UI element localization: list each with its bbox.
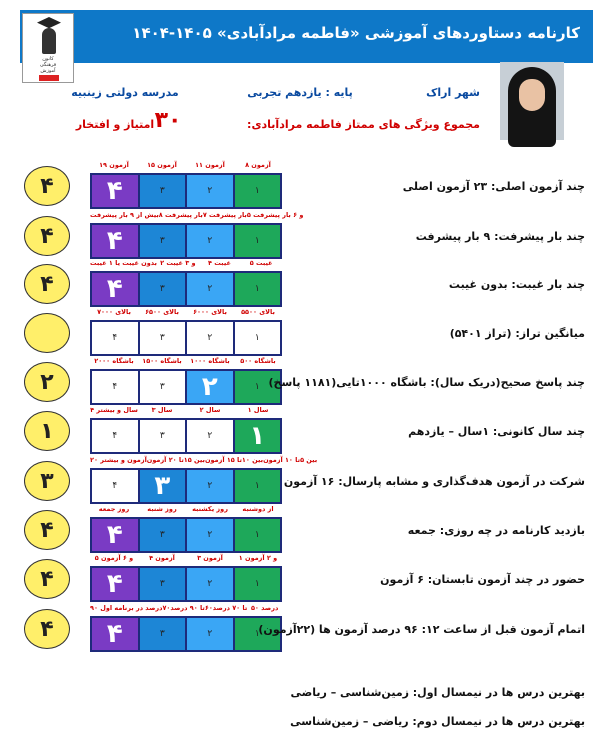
logo xyxy=(22,13,74,83)
grade-label: پایه : یازدهم تجربی xyxy=(247,86,353,99)
criteria-question: شرکت در آزمون هدف‌گذاری و مشابه پارسال: ۱۶ آزمون xyxy=(283,475,585,488)
cell-caption: ۷ بار پیشرفت xyxy=(202,211,247,219)
row-score-circle xyxy=(24,313,70,353)
level-cell: ۲ xyxy=(187,175,233,207)
level-cell: ۱ xyxy=(235,568,281,600)
cell-caption: ۲۰ آزمون و بیشتر xyxy=(90,456,147,464)
cell-caption: ۵ و ۶ آزمون xyxy=(94,554,134,562)
row-captions xyxy=(90,357,282,365)
criteria-row xyxy=(0,405,612,455)
cell-caption: بالای ۷۰۰۰ xyxy=(97,308,131,316)
city-label: شهر اراک xyxy=(426,86,480,99)
cell-caption: ۲ سال xyxy=(199,406,221,414)
cell-caption: ۱۹ آزمون xyxy=(99,161,129,169)
row-score-circle: ۴ xyxy=(24,609,70,649)
school-label: مدرسه دولتی زینبیه xyxy=(71,86,179,99)
row-captions xyxy=(90,406,282,414)
cell-caption: روز شنبه xyxy=(147,505,177,513)
cell-caption: روز یکشنبه xyxy=(192,505,228,513)
cell-caption: ۴ آزمون xyxy=(149,554,175,562)
criteria-row xyxy=(0,210,612,260)
row-score-circle: ۴ xyxy=(24,559,70,599)
level-cell: ۲ xyxy=(187,618,233,650)
row-captions xyxy=(90,259,282,267)
level-cell: ۲ xyxy=(187,273,233,305)
cell-caption: بالای ۵۵۰۰ xyxy=(241,308,275,316)
cell-caption: ۳ آزمون xyxy=(197,554,223,562)
cell-caption: روز جمعه xyxy=(98,505,130,513)
photo-face xyxy=(519,79,545,111)
cell-caption: بالای ۶۵۰۰ xyxy=(145,308,179,316)
level-cell: ۴ xyxy=(92,420,138,452)
criteria-question: حضور در چند آزمون تابستان: ۶ آزمون xyxy=(380,573,585,586)
cell-caption: بدون غیبت یا ۱ غیبت xyxy=(90,259,157,267)
level-cell: ۲ xyxy=(187,568,233,600)
cell-caption: ۲ و ۳ غیبت xyxy=(160,259,196,267)
cell-caption: بین ۱۰تا ۱۵ آزمون xyxy=(204,456,264,464)
level-cell: ۱ xyxy=(235,175,281,207)
row-score-circle: ۱ xyxy=(24,411,70,451)
cell-caption: بین ۱۵تا ۲۰ آزمون xyxy=(146,456,205,464)
row-captions xyxy=(90,604,282,612)
criteria-question: اتمام آزمون قبل از ساعت ۱۲: ۹۶ درصد آزمون ها (۲۲آزمون) xyxy=(258,623,585,636)
row-captions xyxy=(90,554,282,562)
level-cell: ۲ xyxy=(187,519,233,551)
row-captions xyxy=(90,211,304,219)
level-cell: ۳ xyxy=(140,618,186,650)
level-cell: ۳ xyxy=(140,568,186,600)
total-score: ۳۰ xyxy=(154,108,182,133)
logo-text-1: کانون xyxy=(42,56,54,62)
row-levels xyxy=(90,468,282,504)
cell-caption: ۷۰تا ۹۰ درصد xyxy=(162,604,205,612)
level-cell: ۱ xyxy=(235,273,281,305)
level-cell: ۴ xyxy=(92,371,138,403)
criteria-row xyxy=(0,504,612,554)
criteria-question: میانگین تراز: (تراز ۵۴۰۱) xyxy=(449,327,585,340)
cell-caption: باشگاه ۲۰۰۰ xyxy=(94,357,134,365)
row-levels xyxy=(90,418,282,454)
cell-caption: ۹۰ درصد در برنامه اول xyxy=(90,604,163,612)
person-icon xyxy=(42,28,56,54)
criteria-row xyxy=(0,258,612,308)
best-subjects-semester2: بهترین درس ها در نیمسال دوم: ریاضی – زمین‌شناسی xyxy=(290,715,585,728)
cell-caption: ۴ غیبت xyxy=(208,259,231,267)
cell-caption: ۵۰ درصد xyxy=(250,604,279,612)
logo-text-3: آموزش xyxy=(40,68,56,74)
features-label: مجموع ویژگی های ممتاز فاطمه مرادآبادی: xyxy=(247,118,480,131)
cell-caption: ۱ سال xyxy=(247,406,269,414)
row-score-circle: ۴ xyxy=(24,166,70,206)
criteria-row xyxy=(0,356,612,406)
level-cell: ۲ xyxy=(187,420,233,452)
cell-caption: باشگاه ۱۵۰۰ xyxy=(142,357,182,365)
level-cell: ۱ xyxy=(235,322,281,354)
row-score-circle: ۴ xyxy=(24,510,70,550)
cell-caption: ۱۵ آزمون xyxy=(147,161,177,169)
criteria-question: چند بار پیشرفت: ۹ بار پیشرفت xyxy=(415,230,585,243)
level-cell: ۱ xyxy=(235,225,281,257)
cell-caption: ۳ سال xyxy=(151,406,173,414)
level-cell: ۳ xyxy=(140,420,186,452)
logo-badge xyxy=(39,75,59,81)
level-cell: ۳ xyxy=(140,322,186,354)
cell-caption: باشگاه ۱۰۰۰ xyxy=(190,357,230,365)
level-cell: ۱ xyxy=(235,519,281,551)
criteria-question: چند سال کانونی: ۱سال – یازدهم xyxy=(408,425,585,438)
criteria-row xyxy=(0,160,612,210)
row-levels xyxy=(90,369,282,405)
level-cell: ۳ xyxy=(140,371,186,403)
level-cell: ۱ xyxy=(235,618,281,650)
header-banner xyxy=(20,10,593,63)
row-score-circle: ۳ xyxy=(24,461,70,501)
level-cell: ۳ xyxy=(140,519,186,551)
level-cell: ۴ xyxy=(92,519,138,551)
level-cell: ۱ xyxy=(235,470,281,502)
level-cell: ۲ xyxy=(187,225,233,257)
level-cell: ۲ xyxy=(187,371,233,403)
level-cell: ۳ xyxy=(140,225,186,257)
score-label: امتیاز و افتخار xyxy=(75,118,155,131)
row-levels xyxy=(90,616,282,652)
level-cell: ۴ xyxy=(92,568,138,600)
level-cell: ۲ xyxy=(187,470,233,502)
level-cell: ۲ xyxy=(187,322,233,354)
level-cell: ۳ xyxy=(140,273,186,305)
page-title: کارنامه دستاوردهای آموزشی «فاطمه مرادآبادی» ۱۴۰۵-۱۴۰۴ xyxy=(132,24,580,42)
criteria-question: چند پاسخ صحیح(دریک سال): باشگاه ۱۰۰۰تایی(۱۱۸۱ پاسخ) xyxy=(268,376,585,389)
criteria-row xyxy=(0,307,612,357)
row-levels xyxy=(90,173,282,209)
cell-caption: بین ۵تا ۱۰ آزمون xyxy=(263,456,318,464)
row-levels xyxy=(90,223,282,259)
criteria-question: چند بار غیبت: بدون غیبت xyxy=(448,278,585,291)
level-cell: ۴ xyxy=(92,175,138,207)
student-photo xyxy=(500,62,564,140)
row-score-circle: ۴ xyxy=(24,216,70,256)
level-cell: ۴ xyxy=(92,618,138,650)
cell-caption: ۴ سال و بیشتر xyxy=(90,406,138,414)
row-levels xyxy=(90,271,282,307)
level-cell: ۴ xyxy=(92,225,138,257)
level-cell: ۳ xyxy=(140,175,186,207)
row-captions xyxy=(90,161,282,169)
criteria-question: چند آزمون اصلی: ۲۳ آزمون اصلی xyxy=(402,180,585,193)
cell-caption: از دوشنبه xyxy=(242,505,274,513)
row-captions xyxy=(90,456,318,464)
criteria-row xyxy=(0,455,612,505)
cell-caption: ۱ و ۲ آزمون xyxy=(238,554,278,562)
level-cell: ۱ xyxy=(235,420,281,452)
row-levels xyxy=(90,566,282,602)
cell-caption: ۸ بار پیشرفت xyxy=(158,211,203,219)
criteria-row xyxy=(0,603,612,653)
cell-caption: ۵ و ۶ بار پیشرفت xyxy=(246,211,304,219)
row-levels xyxy=(90,517,282,553)
cell-caption: بالای ۶۰۰۰ xyxy=(193,308,227,316)
cell-caption: ۶۰تا ۷۰ درصد xyxy=(204,604,248,612)
row-levels xyxy=(90,320,282,356)
cell-caption: ۸ آزمون xyxy=(245,161,271,169)
logo-text-2: فرهنگی xyxy=(39,62,57,68)
row-captions xyxy=(90,308,282,316)
criteria-row xyxy=(0,553,612,603)
row-score-circle: ۲ xyxy=(24,362,70,402)
level-cell: ۳ xyxy=(140,470,186,502)
row-score-circle: ۴ xyxy=(24,264,70,304)
row-captions xyxy=(90,505,282,513)
level-cell: ۴ xyxy=(92,273,138,305)
criteria-question: بازدید کارنامه در چه روزی: جمعه xyxy=(407,524,585,537)
level-cell: ۴ xyxy=(92,470,138,502)
best-subjects-semester1: بهترین درس ها در نیمسال اول: زمین‌شناسی – ریاضی xyxy=(290,686,585,699)
cell-caption: بیش از ۹ بار پیشرفت xyxy=(90,211,159,219)
level-cell: ۱ xyxy=(235,371,281,403)
level-cell: ۴ xyxy=(92,322,138,354)
cell-caption: ۱۱ آزمون xyxy=(195,161,225,169)
cell-caption: باشگاه ۵۰۰ xyxy=(240,357,276,365)
cell-caption: ۵ غیبت xyxy=(249,259,273,267)
